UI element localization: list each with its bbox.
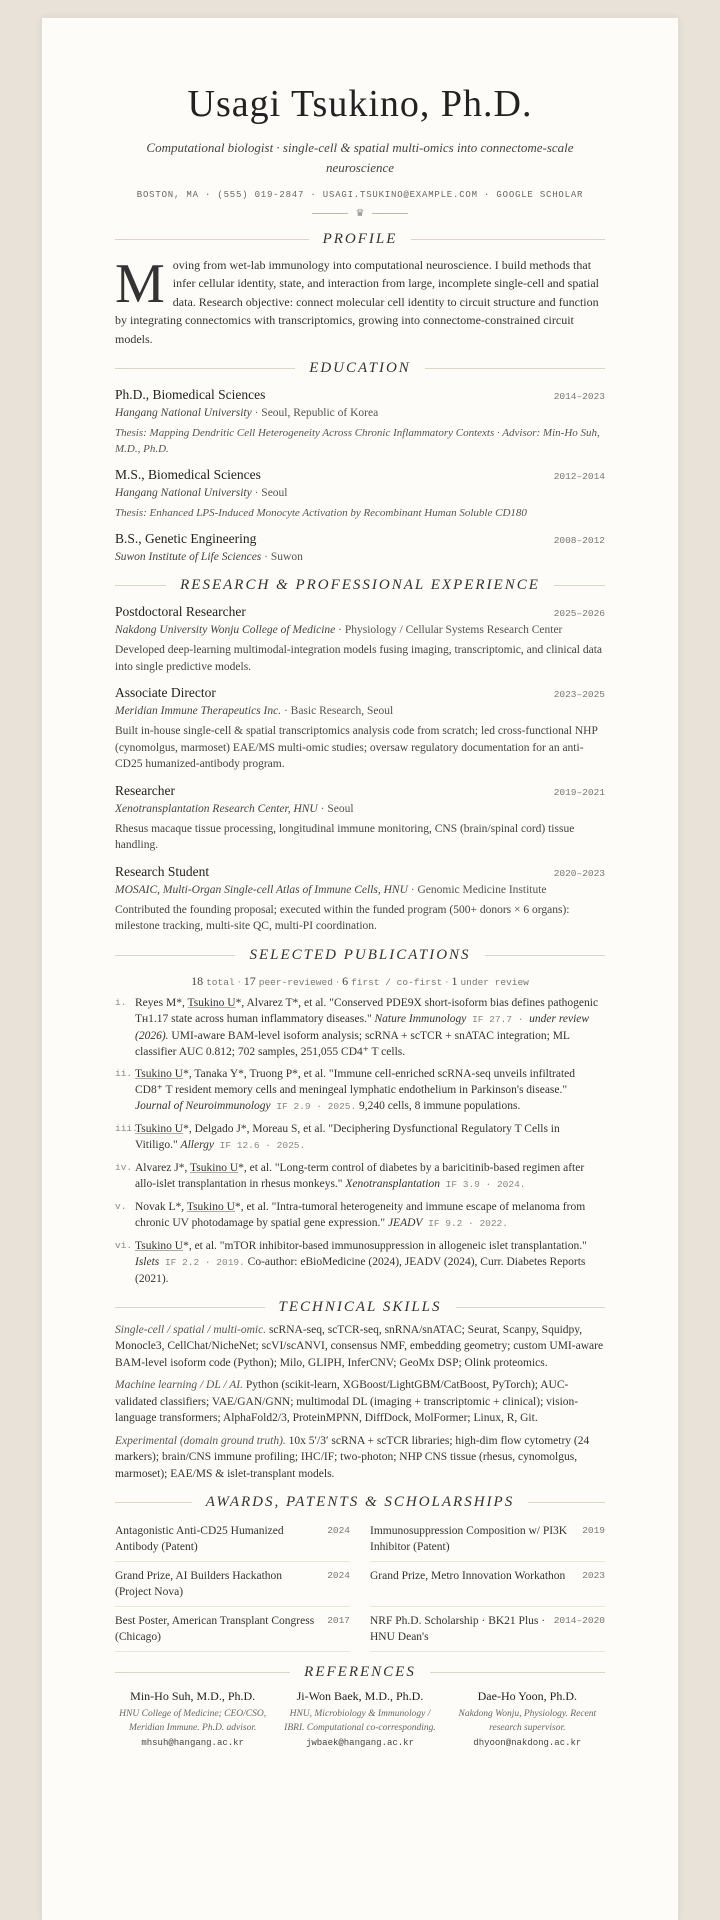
reference-name: Dae-Ho Yoon, Ph.D.	[477, 1689, 577, 1704]
experience-list	[115, 604, 605, 935]
experience-location: · Genomic Medicine Institute	[407, 883, 547, 896]
experience-entry	[115, 685, 605, 773]
award-item	[115, 1607, 350, 1652]
crown-icon: ♛	[355, 208, 365, 219]
publication-citation	[135, 1199, 605, 1232]
skill-list: scRNA-seq, scTCR-seq, snRNA/snATAC; Seurat, Scanpy, Squidpy, Monocle3, CellChat/NicheNet; scVI/scANVI, consensus NMF, embedding geometry; custom UMI-aware BAM-level isoform code (Python); Milo, GLIPH, InferCNV; GeoMx DSP; Olink proteomics.	[115, 1323, 604, 1369]
publication-meta: IF 2.2 · 2019.	[159, 1256, 245, 1268]
education-institution: Hangang National University	[115, 407, 252, 420]
publication-meta: IF 3.9 · 2024.	[439, 1178, 526, 1190]
education-title: M.S., Biomedical Sciences	[115, 467, 261, 483]
award-item	[370, 1562, 605, 1607]
skill-category: Machine learning / DL / AI.	[115, 1379, 243, 1392]
publication-citation	[135, 1238, 605, 1287]
publication-number: vi.	[115, 1239, 133, 1251]
education-entry	[115, 531, 605, 565]
publication-meta: IF 27.7 ·	[466, 1013, 530, 1025]
award-label: Grand Prize, AI Builders Hackathon (Project Nova)	[115, 1570, 283, 1599]
section-heading-references: REFERENCES	[115, 1664, 605, 1681]
award-item	[115, 1562, 350, 1607]
publication-item	[115, 995, 605, 1060]
reference-name: Min-Ho Suh, M.D., Ph.D.	[130, 1689, 256, 1704]
publication-item	[115, 1121, 605, 1154]
reference-card	[115, 1689, 270, 1748]
section-heading-profile: PROFILE	[115, 231, 605, 248]
experience-location: · Seoul	[317, 802, 354, 815]
award-item	[370, 1517, 605, 1562]
section-heading-publications: SELECTED PUBLICATIONS	[115, 947, 605, 964]
header-ornament	[115, 208, 605, 219]
experience-institution: MOSAIC, Multi-Organ Single-cell Atlas of Immune Cells, HNU	[115, 883, 408, 896]
education-header	[115, 467, 605, 483]
publication-meta: IF 12.6 · 2025.	[213, 1139, 306, 1151]
education-header	[115, 531, 605, 547]
experience-org	[115, 703, 605, 719]
award-year: 2024	[327, 1570, 350, 1582]
skill-list: Python (scikit-learn, XGBoost/LightGBM/CatBoost, PyTorch); AUC-validated classifiers; VAE/GAN/GNN; multimodal DL (imaging + transcriptomic + clinical); vision-language transformers; AlphaFold2/3, ProteinMPNN, DiffDock, MolFormer; Linux, R, Git.	[115, 1379, 579, 1425]
publication-journal: Allergy	[180, 1138, 214, 1151]
publication-stats: 18 total · 17 peer-reviewed · 6 first / co-first · 1 under review	[191, 973, 529, 988]
experience-description: Rhesus macaque tissue processing, longitudinal immune monitoring, CNS (brain/spinal cord) tissue handling.	[115, 822, 575, 852]
publication-title: *, Delgado J*, Moreau S, et al. "Deciphering Dysfunctional Regulatory T Cells in Vitiligo."	[135, 1122, 560, 1151]
publication-item	[115, 1238, 605, 1287]
publication-citation	[135, 1160, 605, 1193]
publication-title: *, et al. "Long-term control of diabetes by a baricitinib-based regimen after allo-islet transplantation in rhesus monkeys."	[135, 1161, 585, 1190]
publication-note: UMI-aware BAM-level isoform analysis; scRNA + scTCR + snATAC integration; ML classifier AUC 0.812; 702 samples, 251,055 CD4⁺ T cells.	[135, 1029, 570, 1058]
experience-header	[115, 604, 605, 620]
education-location: · Seoul	[251, 487, 288, 500]
reference-affiliation: HNU College of Medicine; CEO/CSO, Meridian Immune. Ph.D. advisor.	[119, 1709, 267, 1734]
publication-authors-pre: Reyes M*,	[135, 996, 188, 1009]
award-year: 2014–2020	[553, 1615, 605, 1627]
reference-email[interactable]: jwbaek@hangang.ac.kr	[305, 1738, 414, 1749]
publication-note: Co-author: eBioMedicine (2024), JEADV (2024), Curr. Diabetes Reports (2021).	[135, 1255, 586, 1285]
section-heading-experience: RESEARCH & PROFESSIONAL EXPERIENCE	[115, 577, 605, 594]
publication-number: v.	[115, 1200, 127, 1212]
education-date: 2008–2012	[553, 535, 605, 547]
reference-affiliation: HNU, Microbiology & Immunology / IBRI. Computational co-corresponding.	[284, 1709, 436, 1734]
publication-journal: Islets	[135, 1255, 160, 1268]
reference-name: Ji-Won Baek, M.D., Ph.D.	[296, 1689, 424, 1704]
reference-card	[450, 1689, 605, 1748]
experience-date: 2020–2023	[553, 867, 605, 879]
reference-card	[282, 1689, 437, 1748]
experience-institution: Nakdong University Wonju College of Medicine	[115, 624, 336, 637]
education-location: · Suwon	[261, 551, 303, 564]
education-header	[115, 387, 605, 403]
education-thesis: Thesis: Mapping Dendritic Cell Heterogeneity Across Chronic Inflammatory Contexts · Advisor: Min-Ho Suh, M.D., Ph.D.	[115, 427, 600, 456]
experience-org	[115, 882, 605, 898]
experience-date: 2023–2025	[553, 689, 605, 701]
education-title: B.S., Genetic Engineering	[115, 531, 257, 547]
award-year: 2019	[582, 1525, 605, 1537]
experience-institution: Meridian Immune Therapeutics Inc.	[115, 705, 282, 718]
experience-entry	[115, 864, 605, 935]
tagline: Computational biologist · single-cell & spatial multi-omics into connectome-scale neuroscience	[146, 140, 574, 175]
section-heading-awards: AWARDS, PATENTS & SCHOLARSHIPS	[115, 1494, 605, 1511]
experience-org	[115, 622, 605, 638]
award-item	[370, 1607, 605, 1652]
publication-number: i.	[115, 996, 127, 1008]
publication-note: 9,240 cells, 8 immune populations.	[356, 1099, 521, 1112]
education-entry	[115, 387, 605, 457]
publication-citation	[135, 1121, 605, 1154]
publication-journal: JEADV	[387, 1216, 423, 1229]
experience-location: · Physiology / Cellular Systems Research Center	[335, 624, 563, 637]
experience-header	[115, 864, 605, 880]
education-org	[115, 549, 605, 565]
education-institution: Hangang National University	[115, 487, 252, 500]
publication-list	[115, 995, 605, 1287]
references-grid	[115, 1689, 605, 1748]
experience-header	[115, 685, 605, 701]
reference-email[interactable]: mhsuh@hangang.ac.kr	[141, 1738, 244, 1749]
publication-authors-pre: Alvarez J*,	[135, 1161, 191, 1174]
experience-location: · Basic Research, Seoul	[281, 705, 394, 718]
award-year: 2024	[327, 1525, 350, 1537]
publication-citation	[135, 1066, 605, 1115]
experience-institution: Xenotransplantation Research Center, HNU	[115, 802, 318, 815]
publication-title: *, Tanaka Y*, Truong P*, et al. "Immune cell-enriched scRNA-seq unveils infiltrated CD8⁺ T resident memory cells and meningeal lymphatic endothelium in Parkinson's disease."	[135, 1067, 576, 1096]
award-label: NRF Ph.D. Scholarship · BK21 Plus · HNU Dean's	[370, 1615, 546, 1644]
publication-journal: Nature Immunology	[374, 1012, 467, 1025]
skill-group	[115, 1322, 605, 1372]
award-label: Grand Prize, Metro Innovation Workathon	[370, 1570, 566, 1583]
education-list	[115, 387, 605, 565]
award-label: Immunosuppression Composition w/ PI3K Inhibitor (Patent)	[370, 1525, 568, 1554]
contact-line[interactable]: BOSTON, MA · (555) 019-2847 · USAGI.TSUKINO@EXAMPLE.COM · GOOGLE SCHOLAR	[136, 190, 584, 200]
experience-title: Researcher	[115, 782, 175, 798]
skill-category: Experimental (domain ground truth).	[115, 1434, 286, 1447]
award-item	[115, 1517, 350, 1562]
experience-description: Built in-house single-cell & spatial transcriptomics analysis code from scratch; led cross-functional NHP (cynomolgus, marmoset) EAE/MS multi-omic studies; oversaw regulatory documentation for an anti-CD25 humanized-antibody program.	[115, 725, 598, 771]
author-highlight: Tsukino U	[187, 996, 236, 1009]
experience-description: Contributed the founding proposal; executed within the funded program (500+ donors × 6 organs): milestone tracking, multi-site QC, multi-PI coordination.	[115, 903, 570, 933]
publication-journal: Xenotransplantation	[345, 1177, 440, 1190]
publication-meta: IF 9.2 · 2022.	[422, 1217, 508, 1229]
experience-entry	[115, 604, 605, 675]
profile-text: Moving from wet-lab immunology into computational neuroscience. I build methods that infer cellular identity, state, and interaction from large, incomplete single-cell and spatial data. Research objective: connect molecular cell identity to circuit structure and function by integrating connectomics with transcriptomics, growing into connectome-constrained circuit models.	[115, 253, 599, 346]
education-institution: Suwon Institute of Life Sciences	[115, 551, 262, 564]
education-date: 2014–2023	[553, 391, 605, 403]
award-label: Antagonistic Anti-CD25 Humanized Antibody (Patent)	[115, 1525, 284, 1554]
author-highlight: Tsukino U	[186, 1200, 235, 1213]
award-year: 2023	[582, 1570, 605, 1582]
publication-meta: IF 2.9 · 2025.	[270, 1100, 357, 1112]
award-year: 2017	[327, 1615, 350, 1627]
education-org	[115, 405, 605, 421]
education-entry	[115, 467, 605, 521]
publication-title: *, et al. "Intra-tumoral heterogeneity and immune escape of melanoma from chronic UV photodamage by spatial gene expression."	[135, 1200, 586, 1229]
education-thesis: Thesis: Enhanced LPS-Induced Monocyte Activation by Recombinant Human Soluble CD180	[115, 507, 527, 520]
author-highlight: Tsukino U	[135, 1122, 184, 1135]
section-heading-skills: TECHNICAL SKILLS	[115, 1299, 605, 1316]
experience-title: Research Student	[115, 863, 210, 879]
experience-title: Postdoctoral Researcher	[115, 604, 246, 620]
publication-journal: Journal of Neuroimmunology	[135, 1099, 271, 1112]
publication-item	[115, 1066, 605, 1115]
awards-grid	[115, 1517, 605, 1652]
skill-list: 10x 5′/3′ scRNA + scTCR libraries; high-dim flow cytometry (24 markers); brain/CNS immune profiling; IHC/IF; two-photon; NHP CNS tissue (rhesus, cynomolgus, marmoset); EAE/MS & islet-transplant models.	[115, 1434, 590, 1480]
experience-entry	[115, 783, 605, 854]
publication-title: *, Alvarez T*, et al. "Conserved PDE9X short-isoform bias defines pathogenic Tʜ1.17 state across human inflammatory diseases."	[135, 996, 599, 1025]
author-highlight: Tsukino U	[135, 1067, 184, 1080]
skill-category: Single-cell / spatial / multi-omic.	[115, 1323, 267, 1336]
author-highlight: Tsukino U	[135, 1239, 184, 1252]
publication-status: under review (2026).	[135, 1012, 590, 1042]
skills-list	[115, 1322, 605, 1483]
experience-date: 2019–2021	[553, 786, 605, 798]
skill-group	[115, 1433, 605, 1483]
publication-number: ii.	[115, 1067, 133, 1079]
publication-item	[115, 1160, 605, 1193]
section-heading-education: EDUCATION	[115, 360, 605, 377]
reference-email[interactable]: dhyoon@nakdong.ac.kr	[473, 1738, 582, 1749]
publication-title: *, et al. "mTOR inhibitor-based immunosuppression in allogeneic islet transplantation."	[183, 1239, 587, 1252]
publication-citation	[135, 995, 605, 1060]
education-org	[115, 485, 605, 501]
education-title: Ph.D., Biomedical Sciences	[115, 387, 266, 403]
education-date: 2012–2014	[553, 471, 605, 483]
publication-number: iii.	[115, 1122, 138, 1134]
experience-title: Associate Director	[115, 685, 216, 701]
experience-header	[115, 783, 605, 799]
drop-cap: M	[115, 253, 165, 315]
publication-number: iv.	[115, 1161, 133, 1173]
award-label: Best Poster, American Transplant Congress (Chicago)	[115, 1615, 315, 1644]
reference-affiliation: Nakdong Wonju, Physiology. Recent research supervisor.	[458, 1709, 597, 1734]
page-title: Usagi Tsukino, Ph.D.	[187, 83, 533, 125]
experience-org	[115, 801, 605, 817]
experience-description: Developed deep-learning multimodal-integration models fusing imaging, transcriptomic, and clinical data into single predictive models.	[115, 644, 603, 673]
publication-item	[115, 1199, 605, 1232]
author-highlight: Tsukino U	[190, 1161, 239, 1174]
skill-group	[115, 1377, 605, 1427]
education-location: · Seoul, Republic of Korea	[251, 407, 379, 420]
resume-page	[42, 18, 678, 1920]
experience-date: 2025–2026	[553, 608, 605, 620]
publication-authors-pre: Novak L*,	[135, 1200, 187, 1213]
